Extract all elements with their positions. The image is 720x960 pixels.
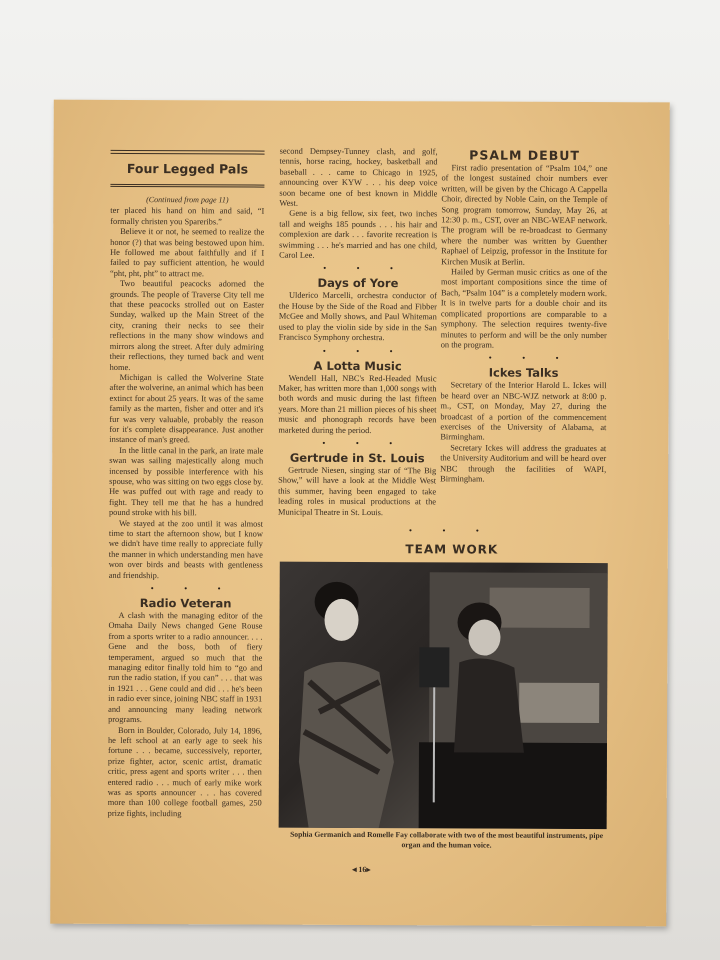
right-column	[440, 147, 607, 485]
paragraph: Secretary Ickes will address the graduates at the University Auditorium and will be heard over NBC through the facilities of WAPI, Birmingham.	[440, 443, 607, 484]
section-title: A Lotta Music	[313, 358, 402, 373]
organist-face	[468, 619, 500, 655]
paragraph: Ulderico Marcelli, orchestra conductor of the House by the Side of the Road and Fibber McGee and Molly shows, and Paul Whiteman used to play the violin side by side in the San Francisco Symphony orchestra.	[278, 291, 437, 343]
separator-dots: • • •	[322, 437, 407, 449]
section-title: Gertrude in St. Louis	[289, 450, 425, 466]
team-work-photo	[279, 562, 608, 829]
separator-dots: • • •	[488, 352, 573, 364]
section-title: Radio Veteran	[139, 596, 232, 611]
mic-stand	[434, 687, 435, 802]
paragraph: Wendell Hall, NBC's Red-Headed Music Maker, has written more than 1,000 songs with both words and music during the last fifteen years. More than 21 million pieces of his sheet music and phonograph records have been marketed during the period.	[278, 373, 437, 435]
paragraph: ter placed his hand on him and said, “I formally christen you Spareribs.”	[110, 206, 265, 227]
organ-pipes	[490, 588, 590, 628]
singer-face	[324, 599, 358, 641]
photo-illustration	[279, 562, 608, 829]
team-work-title: TEAM WORK	[405, 542, 499, 557]
paragraph: Believe it or not, he seemed to realize the honor (?) that was being bestowed upon him. He followed me about faithfully and if I failed to pay sufficient attention, he would “pht, pht, pht” to attract me.	[110, 227, 265, 279]
separator-dots: • • •	[150, 583, 235, 594]
paragraph: Secretary of the Interior Harold L. Ickes will be heard over an NBC-WJZ network at 8:00 p. m., CST, on Monday, May 27, during the broadcast of a portion of the commencement exercises of the University of Alabama, at Birmingham.	[440, 380, 607, 442]
paragraph: We stayed at the zoo until it was almost time to start the afternoon show, but I know we didn't have time really to appreciate fully the manner in which understanding men have won over birds and beasts with gentleness and friendship.	[108, 518, 263, 580]
organ-console	[419, 742, 607, 829]
separator-dots: • • •	[322, 345, 407, 356]
continued-note: (Continued from page 11)	[146, 195, 229, 205]
organ-keys	[519, 683, 599, 723]
paragraph: First radio presentation of “Psalm 104,” one of the longest sustained choir numbers ever written, will be given by the Chicago A Cappella Choir, directed by Noble Cain, on the Temple of Song program tomorrow, Sunday, May 26, at 12:30 p. m., CST, over an NBC-WEAF network. The program will be re-broadcast to Germany where the number was written by Guenther Raphael of Leipzig, professor in the Institute for Kirchen Musik at Berlin.	[441, 163, 608, 267]
paragraph: Two beautiful peacocks adorned the grounds. The people of Traverse City tell me that these peacocks strolled out on Easter Sunday, walked up the Main Street of the city, craning their necks to see their reflections in the many show windows and mirrors along the street. After duly admiring their reflections, they turned back and went home.	[109, 279, 265, 372]
page-number: ◄16▸	[350, 864, 371, 875]
magazine-page	[50, 100, 670, 927]
left-column	[108, 150, 265, 820]
title-rule-bottom	[110, 183, 264, 187]
article-title: Four Legged Pals	[126, 160, 249, 177]
separator-dots: • • •	[323, 263, 408, 274]
organist-body	[454, 658, 524, 752]
paragraph: A clash with the managing editor of the Omaha Daily News changed Gene Rouse from a sports writer to a radio announcer. . . . Gene and the boss, both of fiery temperament, argued so much that the managing editor finally told him to “go and run the radio station, if you can” . . . that was in 1921 . . . Gene could and did . . . he's been in radio ever since, joining NBC staff in 1931 and announcing many leading network programs.	[108, 610, 263, 725]
middle-column	[278, 147, 438, 519]
paragraph: Gertrude Niesen, singing star of “The Big Show,” will have a look at the Middle West this summer, having been engaged to take leading roles in musical productions at the Municipal Theatre in St. Louis.	[277, 465, 437, 517]
paragraph: In the little canal in the park, an irate male swan was sailing majestically along much incensed by possible interference with his spouse, who was sitting on two eggs close by. He was puffed out with rage and ready to fight. They tell me that he has a hundred pound stroke with his bill.	[108, 445, 264, 518]
paragraph: Gene is a big fellow, six feet, two inches tall and weighs 185 pounds . . . his hair and complexion are dark . . . favorite recreation is swimming . . . he's married and has one child, Carol Lee.	[279, 209, 438, 260]
paragraph: second Dempsey-Tunney clash, and golf, tennis, horse racing, hockey, basketball and baseball . . . came to Chicago in 1925, announcing over KYW . . . his deep voice soon became one of best known in Middle West.	[279, 146, 438, 208]
microphone	[419, 647, 449, 687]
section-title: PSALM DEBUT	[469, 147, 580, 163]
separator-dots: • • •	[408, 525, 493, 536]
paragraph: Michigan is called the Wolverine State after the wolverine, an animal which has been extinct for about 25 years. It was of the same family as the marten, fisher and otter and it's fur was very valuable, probably the reason for it's complete disappearance. Just another instance of man's greed.	[109, 372, 264, 445]
section-title: Ickes Talks	[488, 365, 559, 381]
photo-caption: Sophia Germanich and Romelle Fay collaborate with two of the most beautiful instruments, pipe organ and the human voice.	[290, 829, 604, 850]
section-title: Days of Yore	[317, 276, 399, 291]
paragraph: Born in Boulder, Colorado, July 14, 1896, he left school at an early age to seek his fortune . . . became, successively, reporter, prize fighter, actor, scenic artist, dramatic critic, press agent and sports writer . . . then entered radio . . . much of early mike work was as sports announcer . . . has covered more than 100 college football games, 250 prize fights, including	[107, 725, 263, 818]
paragraph: Hailed by German music critics as one of the most important compositions since the time of Bach, “Psalm 104” is a completely modern work. It is in twelve parts for a double choir and its complicated proportions are comparable to a symphony. The selection requires twenty-five minutes to perform and will be the only number on the program.	[440, 267, 608, 350]
